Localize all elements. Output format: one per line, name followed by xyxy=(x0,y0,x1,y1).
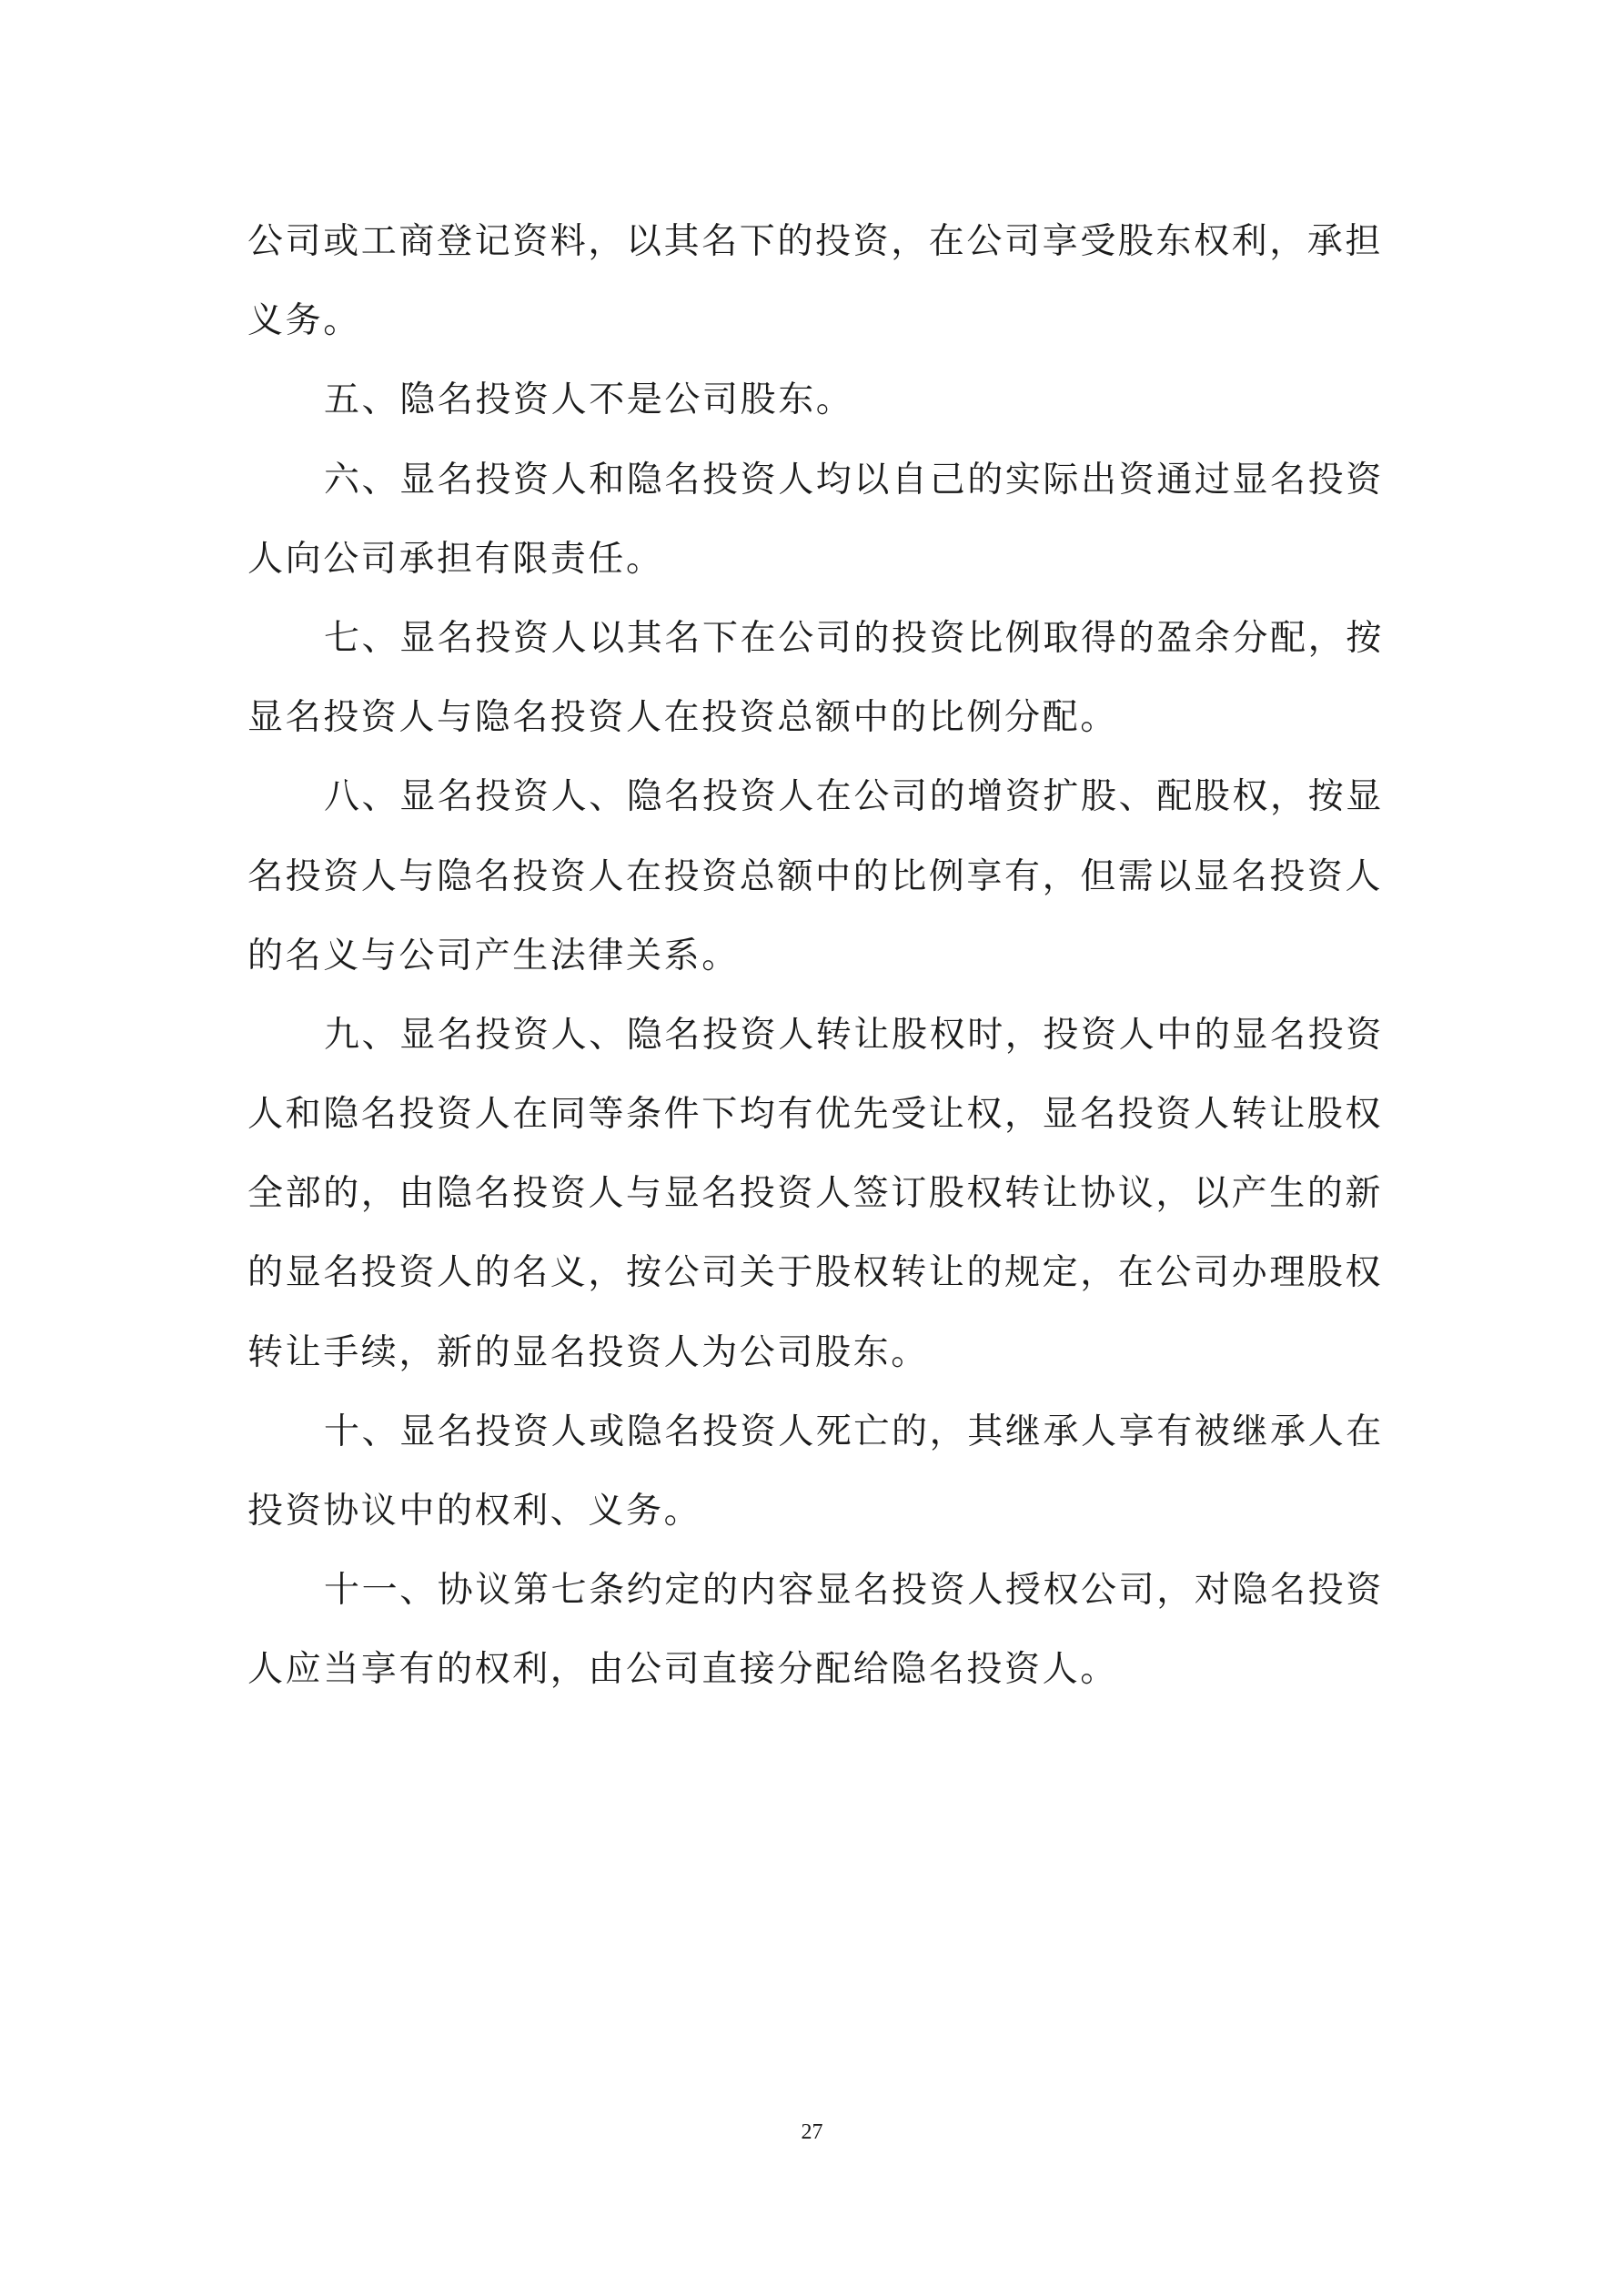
text-line: 的名义与公司产生法律关系。 xyxy=(247,935,740,976)
text-line: 公司或工商登记资料，以其名下的投资，在公司享受股东权利，承担 xyxy=(247,221,1384,262)
text-line: 转让手续，新的显名投资人为公司股东。 xyxy=(247,1331,929,1373)
text-line: 全部的，由隐名投资人与显名投资人签订股权转让协议，以产生的新 xyxy=(247,1173,1384,1215)
clause-11: 十一、协议第七条约定的内容显名投资人授权公司，对隐名投资 xyxy=(324,1570,1384,1612)
text-line: 人应当享有的权利，由公司直接分配给隐名投资人。 xyxy=(247,1649,1118,1691)
text-line: 显名投资人与隐名投资人在投资总额中的比例分配。 xyxy=(247,697,1118,739)
clause-5: 五、隐名投资人不是公司股东。 xyxy=(324,379,854,421)
page-number: 27 xyxy=(801,2120,823,2144)
clause-6: 六、显名投资人和隐名投资人均以自己的实际出资通过显名投资 xyxy=(324,459,1384,501)
clause-8: 八、显名投资人、隐名投资人在公司的增资扩股、配股权，按显 xyxy=(324,776,1384,818)
text-line: 投资协议中的权利、义务。 xyxy=(247,1491,702,1532)
document-body xyxy=(247,202,1384,1710)
clause-9: 九、显名投资人、隐名投资人转让股权时，投资人中的显名投资 xyxy=(324,1014,1384,1056)
text-line: 的显名投资人的名义，按公司关于股权转让的规定，在公司办理股权 xyxy=(247,1252,1384,1294)
clause-10: 十、显名投资人或隐名投资人死亡的，其继承人享有被继承人在 xyxy=(324,1411,1384,1452)
text-line: 人和隐名投资人在同等条件下均有优先受让权，显名投资人转让股权 xyxy=(247,1094,1384,1136)
text-line: 人向公司承担有限责任。 xyxy=(247,538,664,580)
text-line: 名投资人与隐名投资人在投资总额中的比例享有，但需以显名投资人 xyxy=(247,855,1384,897)
text-line: 义务。 xyxy=(247,300,361,342)
clause-7: 七、显名投资人以其名下在公司的投资比例取得的盈余分配，按 xyxy=(324,617,1384,659)
